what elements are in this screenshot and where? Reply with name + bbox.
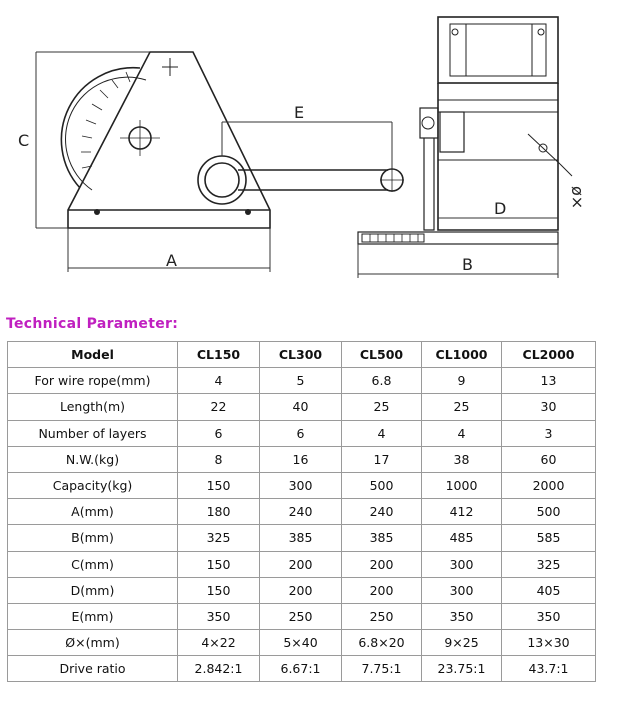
table-header-row [8,342,596,368]
value-cell: 6 [178,420,260,446]
value-cell: 25 [422,394,502,420]
value-cell: 8 [178,446,260,472]
value-cell: 4 [422,420,502,446]
technical-parameter-table [7,341,596,682]
winch-technical-drawing [0,0,628,300]
value-cell: 3 [502,420,596,446]
value-cell: 16 [260,446,342,472]
side-drum-housing [438,17,558,83]
value-cell: 6.8×20 [342,630,422,656]
dim-label-a: A [166,251,177,270]
value-cell: 13×30 [502,630,596,656]
row-label-cell: N.W.(kg) [8,446,178,472]
value-cell: 13 [502,368,596,394]
dim-label-c: C [18,131,30,150]
value-cell: 385 [260,525,342,551]
value-cell: 7.75:1 [342,656,422,682]
table-row [8,394,596,420]
value-cell: 500 [342,472,422,498]
row-label-cell: D(mm) [8,577,178,603]
value-cell: 6.8 [342,368,422,394]
dim-label-b: B [462,255,473,274]
value-cell: 405 [502,577,596,603]
frame-outline [68,52,270,228]
value-cell: 240 [342,499,422,525]
row-label-cell: Drive ratio [8,656,178,682]
row-label-cell: For wire rope(mm) [8,368,178,394]
header-cell: CL500 [342,342,422,368]
value-cell: 9×25 [422,630,502,656]
value-cell: 1000 [422,472,502,498]
value-cell: 60 [502,446,596,472]
table-row [8,525,596,551]
table-row [8,472,596,498]
value-cell: 485 [422,525,502,551]
table-row [8,551,596,577]
value-cell: 23.75:1 [422,656,502,682]
value-cell: 240 [260,499,342,525]
row-label-cell: B(mm) [8,525,178,551]
value-cell: 350 [178,603,260,629]
value-cell: 4 [342,420,422,446]
dim-label-d: D [494,199,507,218]
value-cell: 200 [260,551,342,577]
value-cell: 325 [502,551,596,577]
value-cell: 412 [422,499,502,525]
value-cell: 40 [260,394,342,420]
value-cell: 4 [178,368,260,394]
value-cell: 300 [422,577,502,603]
table-row [8,368,596,394]
section-title: Technical Parameter: [6,316,179,332]
table-row [8,577,596,603]
value-cell: 180 [178,499,260,525]
row-label-cell: A(mm) [8,499,178,525]
value-cell: 385 [342,525,422,551]
header-cell: CL300 [260,342,342,368]
value-cell: 30 [502,394,596,420]
value-cell: 150 [178,472,260,498]
row-label-cell: Capacity(kg) [8,472,178,498]
value-cell: 350 [422,603,502,629]
value-cell: 17 [342,446,422,472]
header-cell: CL1000 [422,342,502,368]
table-row [8,446,596,472]
table-row [8,420,596,446]
value-cell: 6 [260,420,342,446]
row-label-cell: Ø×(mm) [8,630,178,656]
value-cell: 500 [502,499,596,525]
value-cell: 325 [178,525,260,551]
value-cell: 585 [502,525,596,551]
value-cell: 250 [342,603,422,629]
header-cell: Model [8,342,178,368]
value-cell: 200 [342,551,422,577]
value-cell: 2000 [502,472,596,498]
value-cell: 200 [260,577,342,603]
value-cell: 22 [178,394,260,420]
value-cell: 6.67:1 [260,656,342,682]
value-cell: 5×40 [260,630,342,656]
dim-label-e: E [294,103,305,122]
row-label-cell: Number of layers [8,420,178,446]
value-cell: 250 [260,603,342,629]
dim-label-phi: ø× [568,186,587,210]
value-cell: 43.7:1 [502,656,596,682]
value-cell: 300 [260,472,342,498]
value-cell: 300 [422,551,502,577]
row-label-cell: Length(m) [8,394,178,420]
table-row [8,630,596,656]
value-cell: 200 [342,577,422,603]
row-label-cell: E(mm) [8,603,178,629]
value-cell: 350 [502,603,596,629]
value-cell: 38 [422,446,502,472]
table-row [8,499,596,525]
table-row [8,656,596,682]
value-cell: 9 [422,368,502,394]
value-cell: 150 [178,577,260,603]
header-cell: CL2000 [502,342,596,368]
value-cell: 2.842:1 [178,656,260,682]
header-cell: CL150 [178,342,260,368]
value-cell: 5 [260,368,342,394]
value-cell: 150 [178,551,260,577]
table-row [8,603,596,629]
value-cell: 4×22 [178,630,260,656]
row-label-cell: C(mm) [8,551,178,577]
crank-arm [238,170,388,190]
value-cell: 25 [342,394,422,420]
